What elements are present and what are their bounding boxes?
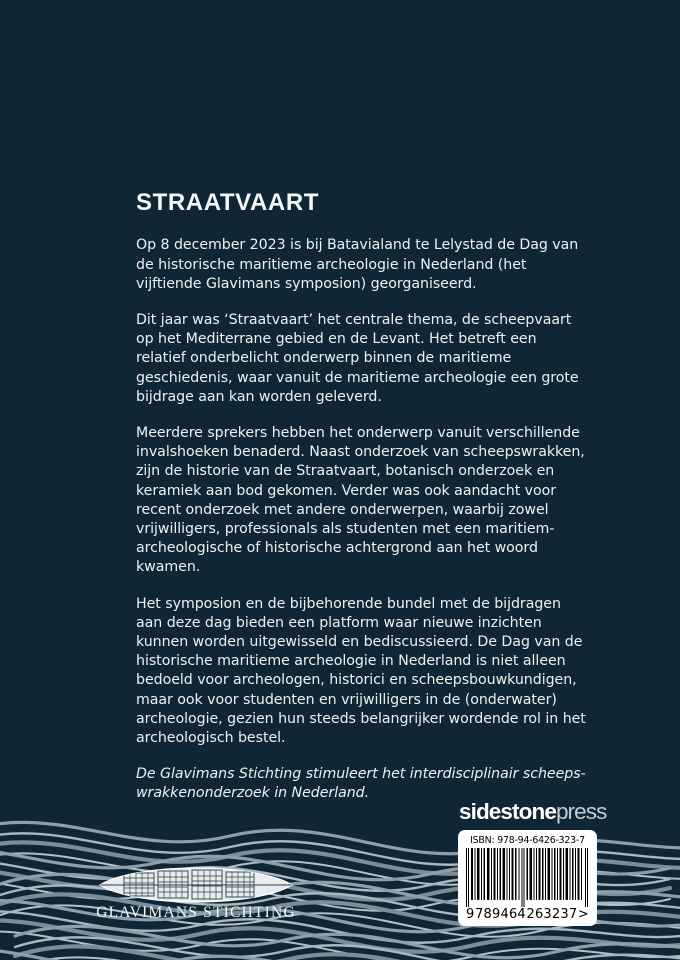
isbn-label: ISBN: 978-94-6426-323-7: [470, 835, 585, 846]
publisher-logo: [459, 799, 607, 825]
barcode-digit-right: >: [577, 907, 589, 922]
publisher-name-primary: sidestone: [459, 799, 556, 824]
blurb-paragraph-2: Dit jaar was ‘Straatvaart’ het centrale thema, de scheepvaart op het Mediterrane gebied en de Levant. Het betreft een relatief onderbelicht onderwerp binnen de maritieme geschiedenis, waar vanuit de maritieme archeologie een grote bijdrage aan kan worden geleverd.: [136, 312, 579, 405]
barcode-digits: [465, 907, 590, 922]
page-title: STRAATVAART: [136, 189, 320, 216]
publisher-name-secondary: press: [555, 799, 607, 824]
isbn-barcode: [458, 830, 597, 926]
barcode-digit-left: 9: [466, 907, 475, 922]
blurb-paragraph-1: Op 8 december 2023 is bij Batavialand te Lelystad de Dag van de historische maritieme archeologie in Nederland (het vijftiende Glavimans symposion) georganiseerd.: [136, 237, 579, 292]
blurb-paragraph-3: Meerdere sprekers hebben het onderwerp vanuit verschillende invalshoeken benaderd. Naast onderzoek van scheepswrakken, zijn de historie van de Straatvaart, botanisch onderzoek en keramiek aan bod gekomen. Verder was ook aandacht voor recent onderzoek met andere onderwerpen, waarbij zowel vrijwilligers, professionals als studenten met een maritiem-archeologische of historische achtergrond aan het woord kwamen.: [136, 425, 585, 576]
foundation-statement: De Glavimans Stichting stimuleert het interdisciplinair scheeps-wrakkenonderzoek in Nederland.: [136, 766, 586, 802]
foundation-name: GLAVIMANS STICHTING: [96, 904, 296, 921]
ship-icon: [96, 866, 296, 904]
barcode-bars-graphic: [465, 848, 590, 907]
barcode-digit-group-2: 263237: [526, 907, 578, 922]
back-cover-text-block: [136, 190, 586, 804]
barcode-digit-group-1: 789464: [475, 907, 526, 922]
blurb-paragraph-4: Het symposion en de bijbehorende bundel met de bijdragen aan deze dag bieden een platform waar nieuwe inzichten kunnen worden uitgewisseld en bediscussieerd. De Dag van de historische maritieme archeologie in Nederland is niet alleen bedoeld voor archeologen, historici en scheepsbouwkundigen, maar ook voor studenten en vrijwilligers in de (onderwater) archeologie, gezien hun steeds belangrijker wordende rol in het archeologisch bestel.: [136, 595, 586, 747]
foundation-logo: [96, 866, 296, 926]
